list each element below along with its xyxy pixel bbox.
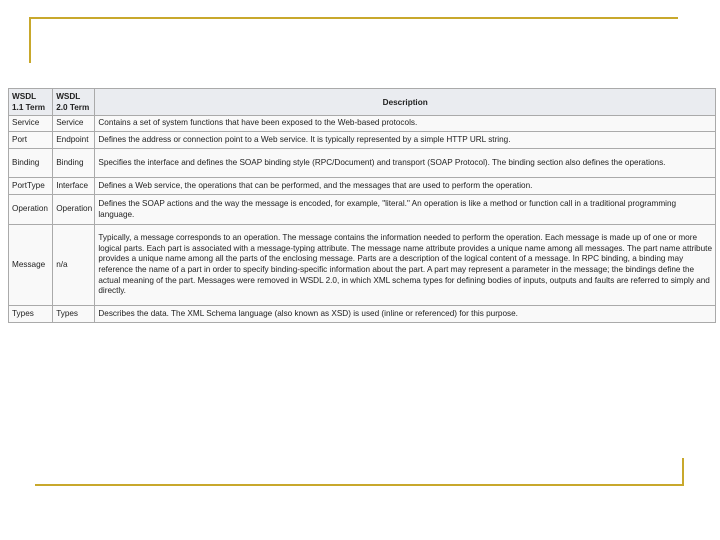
table-row [9,306,716,323]
table-header-row [9,89,716,116]
cell-wsdl11-term: Types [9,306,53,323]
cell-wsdl11-term: Message [9,225,53,306]
cell-wsdl11-term: Service [9,116,53,132]
cell-description: Typically, a message corresponds to an operation. The message contains the information needed to perform the operation. Each message is made up of one or more logical parts. Each part is associated with a message-typing attribute. The message name attribute provides a unique name among all messages. The part name attribute provides a unique name among all the parts of the enclosing message. Parts are a description of the logical content of a message. In RPC binding, a binding may reference the name of a part in order to specify binding-specific information about the part. A part may represent a parameter in the message; the bindings define the actual meaning of the part. Messages were removed in WSDL 2.0, in which XML schema types for defining bodies of inputs, outputs and faults are referred to simply and directly. [95,225,716,306]
cell-description: Defines the address or connection point to a Web service. It is typically represented by a simple HTTP URL string. [95,132,716,149]
cell-description: Defines the SOAP actions and the way the message is encoded, for example, "literal." An operation is like a method or function call in a traditional programming language. [95,195,716,225]
slide-frame-top-line [30,17,678,19]
slide-frame-right-line [682,458,684,486]
cell-description: Specifies the interface and defines the SOAP binding style (RPC/Document) and transport (SOAP Protocol). The binding section also defines the operations. [95,149,716,178]
slide-frame-bottom-line [35,484,683,486]
table-row [9,195,716,225]
cell-wsdl20-term: Interface [53,178,95,195]
header-wsdl11-term: WSDL 1.1 Term [9,89,53,116]
cell-description: Contains a set of system functions that have been exposed to the Web-based protocols. [95,116,716,132]
cell-wsdl11-term: Port [9,132,53,149]
table-row [9,225,716,306]
cell-wsdl20-term: n/a [53,225,95,306]
table-row [9,132,716,149]
cell-wsdl20-term: Types [53,306,95,323]
header-description: Description [95,89,716,116]
cell-wsdl20-term: Service [53,116,95,132]
table-row [9,116,716,132]
cell-wsdl20-term: Operation [53,195,95,225]
cell-wsdl11-term: PortType [9,178,53,195]
cell-wsdl20-term: Binding [53,149,95,178]
cell-description: Describes the data. The XML Schema language (also known as XSD) is used (inline or referenced) for this purpose. [95,306,716,323]
cell-wsdl20-term: Endpoint [53,132,95,149]
header-wsdl20-term: WSDL 2.0 Term [53,89,95,116]
cell-wsdl11-term: Operation [9,195,53,225]
cell-description: Defines a Web service, the operations that can be performed, and the messages that are used to perform the operation. [95,178,716,195]
cell-wsdl11-term: Binding [9,149,53,178]
table-row [9,178,716,195]
table-row [9,149,716,178]
wsdl-terms-table [8,88,716,323]
slide-frame-left-line [29,17,31,63]
